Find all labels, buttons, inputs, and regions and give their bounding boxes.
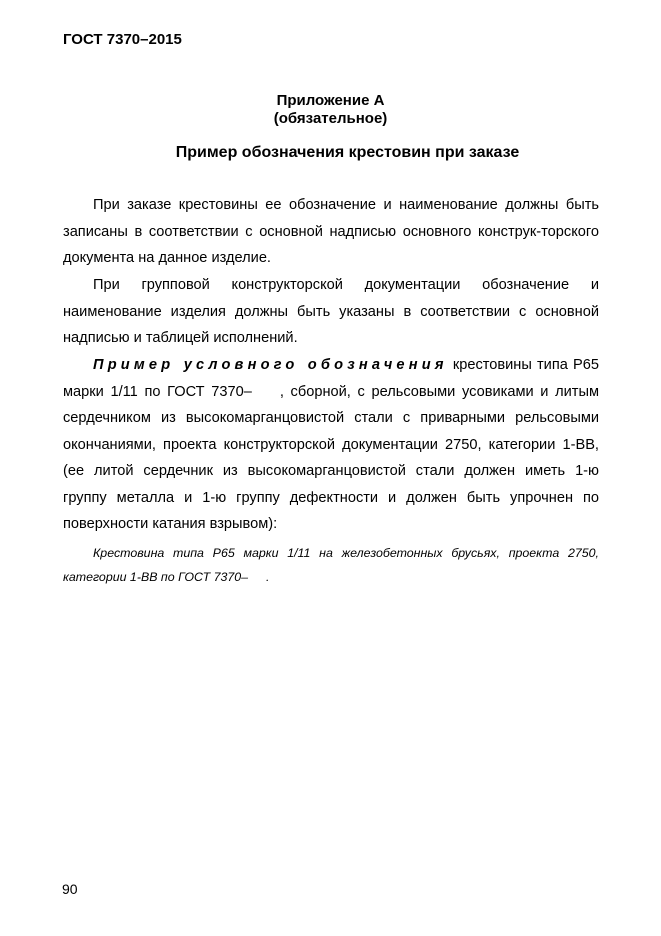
appendix-heading (0, 92, 661, 128)
example-part-1: Крестовина типа Р65 марки 1/11 на железобетонных брусьях, проекта 2750, категории 1-ВВ по ГОСТ 7370– (63, 546, 599, 584)
paragraph-2-text: При групповой конструкторской документации обозначение и наименование изделия должны быть указаны в соответствии с основной надписью и таблицей исполнений. (63, 277, 599, 346)
paragraph-3-part-1: крестовины типа Р65 марки 1/11 по ГОСТ 7370– (63, 357, 599, 400)
paragraph-3-text (63, 352, 599, 538)
page-number: 90 (62, 881, 78, 897)
example-designation-lead: Пример условного обозначения (93, 357, 448, 373)
appendix-title: Приложение А (276, 92, 385, 109)
example-designation (63, 541, 599, 589)
paragraph-1 (63, 192, 599, 272)
document-header: ГОСТ 7370–2015 (63, 31, 182, 48)
appendix-status: (обязательное) (273, 110, 388, 127)
section-title: Пример обозначения крестовин при заказе (175, 144, 520, 161)
paragraph-1-text: При заказе крестовины ее обозначение и наименование должны быть записаны в соответствии с основной надписью основного конструк-торского документа на данное изделие. (63, 197, 599, 266)
paragraph-3-part-2: , сборной, с рельсовыми усовиками и литым сердечником из высокомарганцовистой стали с приварными рельсовыми окончаниями, проекта конструкторской документации 2750, категории 1-ВВ, (ее литой сердечник из высокомарганцовистой стали должен иметь 1-ю группу металла и 1-ю группу дефектности и должен быть упрочнен по поверхности катания взрывом): (63, 383, 599, 532)
paragraph-3 (63, 352, 599, 538)
example-part-2: . (266, 570, 270, 584)
paragraph-2 (63, 272, 599, 352)
